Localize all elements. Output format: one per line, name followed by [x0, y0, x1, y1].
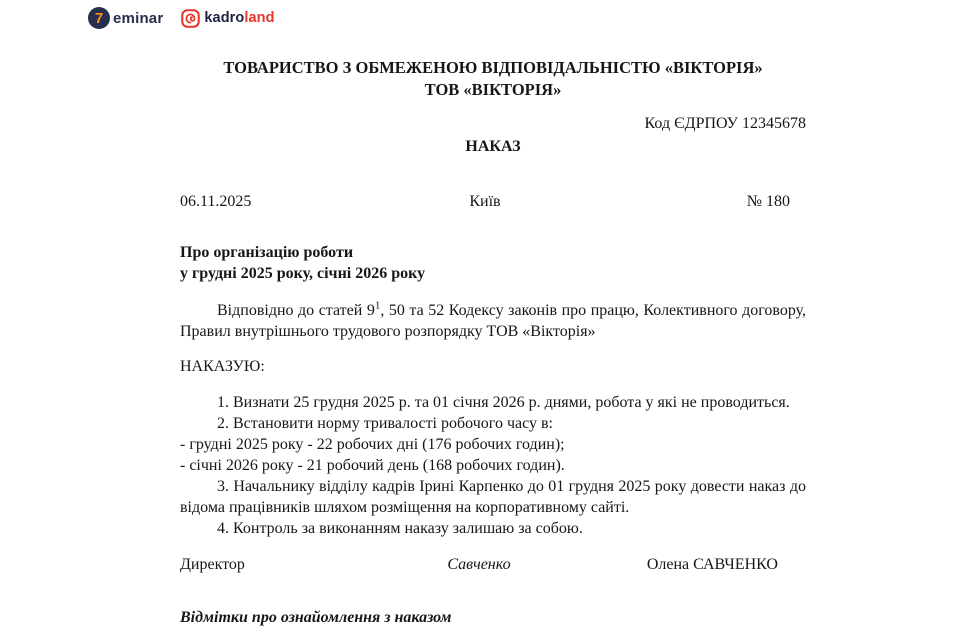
document-number: № 180 [746, 193, 790, 210]
order-document [180, 57, 806, 628]
kadroland-text-red: land [244, 10, 275, 26]
document-city: Київ [469, 193, 501, 210]
kadroland-logo-text [204, 10, 274, 26]
header-logos [88, 7, 275, 29]
seminar-logo[interactable] [88, 7, 163, 29]
subject-line-1: Про організацію роботи [180, 244, 354, 261]
kadroland-text-dark: kadro [204, 10, 245, 26]
intro-paragraph [180, 300, 806, 342]
seminar-logo-text: eminar [113, 9, 164, 27]
company-name-full: ТОВАРИСТВО З ОБМЕЖЕНОЮ ВІДПОВІДАЛЬНІСТЮ «ВІКТОРІЯ» [223, 58, 763, 77]
document-meta-row [180, 191, 806, 212]
signature-name: Савченко [447, 556, 511, 573]
order-word: НАКАЗУЮ: [180, 358, 265, 375]
company-name-short: ТОВ «ВІКТОРІЯ» [424, 80, 562, 99]
order-item-2: 2. Встановити норму тривалості робочого часу в: [217, 415, 553, 432]
intro-text-end: , 50 та 52 Кодексу законів про працю, Колективного договору, Правил внутрішнього трудового розпорядку ТОВ «Вікторія» [180, 302, 807, 340]
order-item-1: 1. Визнати 25 грудня 2025 р. та 01 січня 2026 р. днями, робота у які не проводиться. [217, 394, 790, 411]
order-item-2-sub-2: - січні 2026 року - 21 робочий день (168 робочих годин). [180, 457, 565, 474]
document-date: 06.11.2025 [180, 193, 252, 210]
intro-text-start: Відповідно до статей 9 [217, 302, 375, 319]
edrpou-code: Код ЄДРПОУ 12345678 [644, 115, 806, 132]
acknowledgement-note: Відмітки про ознайомлення з наказом [180, 609, 452, 626]
spiral-at-icon [181, 9, 200, 28]
intro-superscript: 1 [374, 299, 381, 312]
document-type-title: НАКАЗ [465, 138, 521, 155]
signature-row [180, 554, 806, 575]
order-item-3: 3. Начальнику відділу кадрів Ірині Карпенко до 01 грудня 2025 року довести наказ до відома працівників шляхом розміщення на корпоративному сайті. [180, 478, 806, 516]
signer-full-name: Олена САВЧЕНКО [646, 556, 778, 573]
kadroland-logo[interactable] [181, 9, 274, 28]
order-item-2-sub-1: - грудні 2025 року - 22 робочих дні (176 робочих годин); [180, 436, 565, 453]
signer-position: Директор [180, 556, 245, 573]
subject-line-2: у грудні 2025 року, січні 2026 року [180, 265, 426, 282]
order-item-4: 4. Контроль за виконанням наказу залишаю за собою. [217, 520, 583, 537]
seven-circle-icon: 7 [88, 7, 110, 29]
